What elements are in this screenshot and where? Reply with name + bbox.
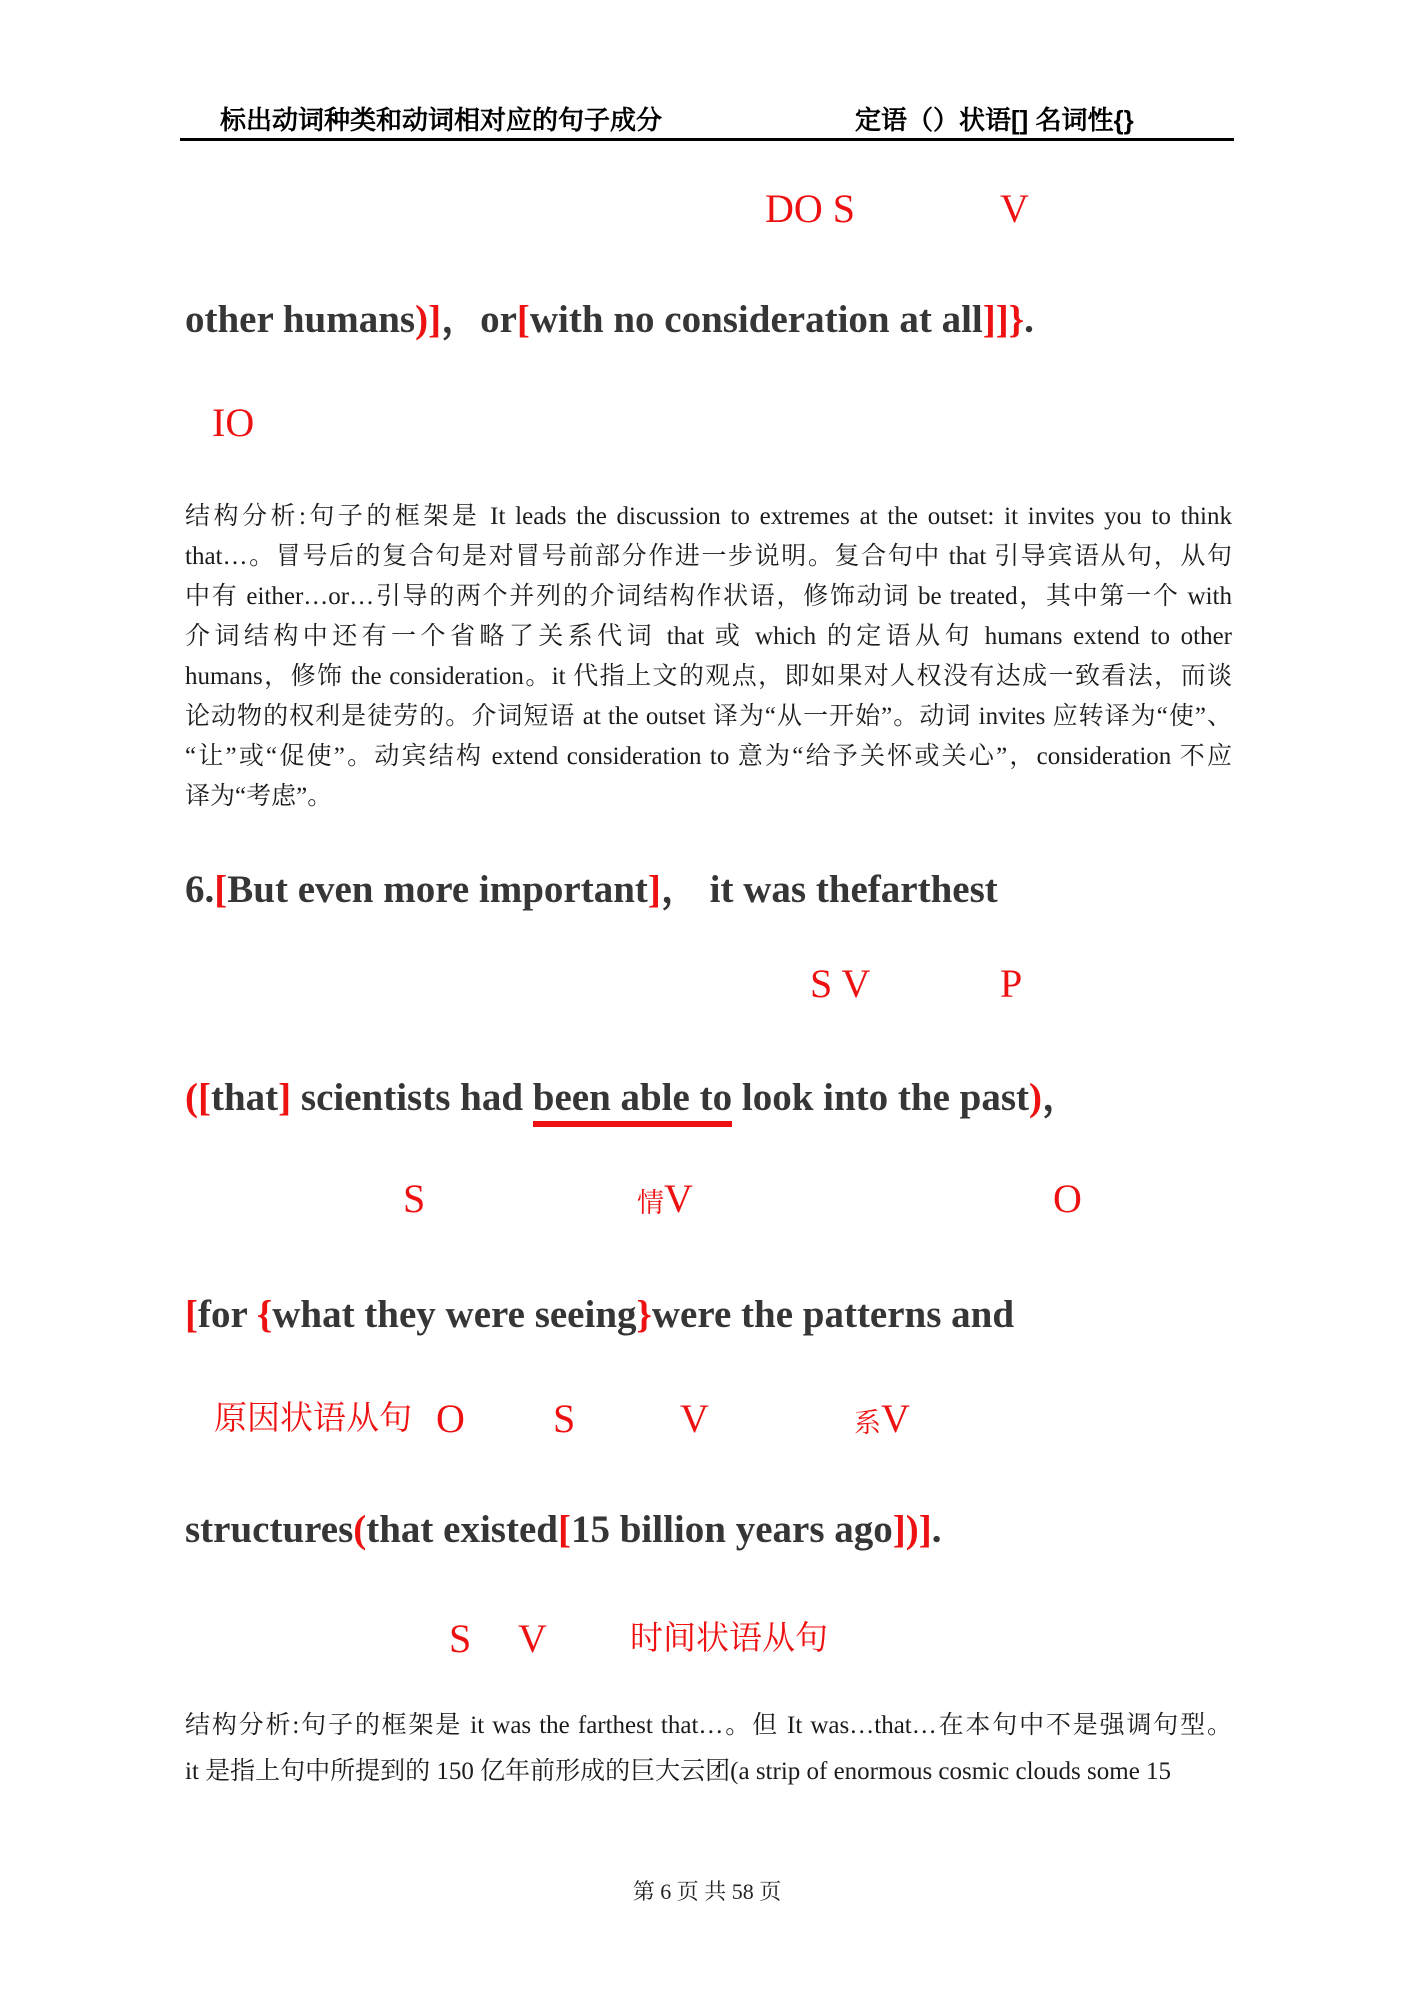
annotation-s-v: S V <box>810 961 871 1006</box>
annotation-row-2 <box>0 400 1414 450</box>
header-left-title: 标出动词种类和动词相对应的句子成分 <box>220 105 663 135</box>
text-segment: ] <box>647 868 661 911</box>
text-segment: ]]} <box>982 298 1025 341</box>
text-segment: 15 billion years ago <box>570 1508 893 1551</box>
paragraph-line: it 是指上句中所提到的 150 亿年前形成的巨大云团(a strip of enormous cosmic clouds some 15 <box>185 1758 1172 1785</box>
text-segment: ] <box>278 1076 292 1119</box>
paragraph-line: 译为“考虑”。 <box>185 783 333 810</box>
text-segment: that <box>210 1076 279 1119</box>
annotation-v: V <box>680 1396 709 1441</box>
text-segment: it was thefarthest <box>699 868 998 911</box>
annotation-row-3 <box>0 961 1414 1011</box>
annotation-row-1 <box>0 186 1414 236</box>
annotation-row-5 <box>0 1396 1414 1446</box>
text-segment: other humans <box>185 298 416 341</box>
text-segment: ， <box>441 298 481 341</box>
text-segment: ， <box>1042 1076 1082 1119</box>
text-segment: ])] <box>892 1508 932 1551</box>
text-segment: or <box>480 298 517 341</box>
header-right-legend: 定语（）状语[] 名词性{} <box>855 105 1134 135</box>
annotation-s: S <box>449 1616 472 1661</box>
text-segment: ) <box>1029 1076 1042 1119</box>
annotation-o: O <box>436 1396 465 1441</box>
annotation-o: O <box>1053 1176 1082 1221</box>
text-segment: [ <box>185 1293 198 1336</box>
text-segment: ( <box>353 1508 367 1551</box>
text-segment: what they were seeing <box>272 1293 637 1336</box>
paragraph-line: 介词结构中还有一个省略了关系代词 that 或 which 的定语从句 humans extend to other <box>185 623 1232 650</box>
paragraph-line: “让”或“促使”。动宾结构 extend consideration to 意为“给予关怀或关心”，consideration 不应 <box>185 743 1232 770</box>
text-segment: scientists had <box>291 1076 533 1119</box>
text-segment: 系 <box>854 1408 881 1438</box>
paragraph-line: that…。冒号后的复合句是对冒号前部分作进一步说明。复合句中 that 引导宾语从句，从句 <box>185 543 1232 570</box>
sentence-other-humans <box>185 296 1285 344</box>
paragraph-line: humans，修饰 the consideration。it 代指上文的观点，即如果对人权没有达成一致看法，而谈 <box>185 663 1232 690</box>
paragraph-line: 结构分析:句子的框架是 it was the farthest that…。但 It was…that…在本句中不是强调句型。 <box>185 1712 1232 1739</box>
analysis-paragraph-2 <box>185 1703 1232 1795</box>
paragraph-line: 中有 either…or…引导的两个并列的介词结构作状语，修饰动词 be treated，其中第一个 with <box>185 583 1232 610</box>
annotation-reason-clause: 原因状语从句 <box>214 1401 412 1437</box>
annotation-row-6 <box>0 1616 1414 1666</box>
annotation-v: V <box>518 1616 547 1661</box>
analysis-paragraph-1 <box>185 497 1232 817</box>
text-segment: for <box>198 1293 257 1336</box>
text-segment: )] <box>415 298 442 341</box>
text-segment: But even more important <box>227 868 648 911</box>
annotation-time-clause: 时间状语从句 <box>630 1621 828 1657</box>
annotation-s: S <box>553 1396 576 1441</box>
header-divider <box>180 138 1234 141</box>
text-segment: with no consideration at all <box>529 298 983 341</box>
sentence-heading-6 <box>185 866 1285 914</box>
annotation-v: V <box>1000 186 1029 231</box>
text-segment: ， <box>660 868 700 911</box>
text-segment: that existed <box>366 1508 558 1551</box>
text-segment: [ <box>557 1508 571 1551</box>
annotation-p: P <box>1000 961 1023 1006</box>
annotation-qing-v <box>637 1176 693 1226</box>
text-segment: . <box>931 1508 942 1551</box>
text-segment: V <box>881 1396 910 1441</box>
annotation-xi-v <box>854 1396 910 1446</box>
text-segment: [ <box>516 298 530 341</box>
text-segment: 情 <box>637 1188 664 1218</box>
page-number: 第 6 页 共 58 页 <box>632 1879 782 1904</box>
sentence-structures <box>185 1506 1285 1554</box>
text-segment: were the patterns and <box>651 1293 1015 1336</box>
text-segment: } <box>636 1293 652 1336</box>
annotation-do-s: DO S <box>765 186 856 231</box>
text-segment: 6. <box>185 868 215 911</box>
text-segment: look into the past <box>732 1076 1029 1119</box>
sentence-scientists <box>185 1074 1285 1122</box>
text-segment: ([ <box>185 1076 211 1119</box>
text-segment: [ <box>214 868 228 911</box>
text-segment: . <box>1024 298 1034 341</box>
sentence-for-what <box>185 1291 1285 1339</box>
annotation-s: S <box>403 1176 426 1221</box>
annotation-io: IO <box>212 400 255 445</box>
text-segment: { <box>256 1293 273 1336</box>
paragraph-line: 结构分析:句子的框架是 It leads the discussion to extremes at the outset: it invites you to think <box>185 503 1232 530</box>
text-segment: V <box>664 1176 693 1221</box>
paragraph-line: 论动物的权利是徒劳的。介词短语 at the outset 译为“从一开始”。动词 invites 应转译为“使”、 <box>185 703 1232 730</box>
text-segment: structures <box>185 1508 354 1551</box>
annotation-row-4 <box>0 1176 1414 1226</box>
text-segment: been able to <box>533 1076 732 1127</box>
